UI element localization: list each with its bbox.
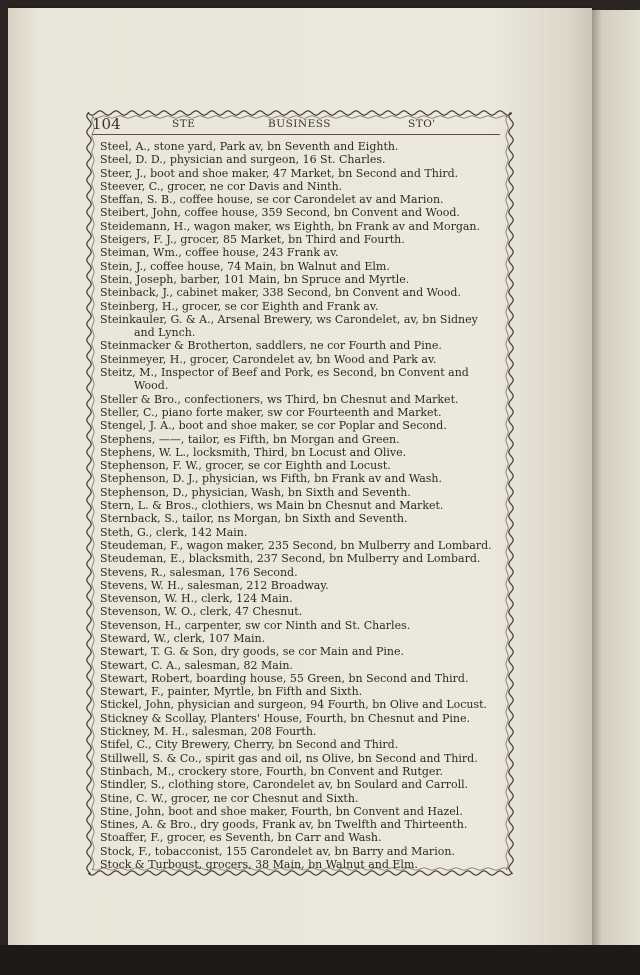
directory-entry: Stickney, M. H., salesman, 208 Fourth. (100, 725, 317, 739)
directory-entry: Stephenson, D. J., physician, ws Fifth, bn Frank av and Wash. (100, 472, 442, 486)
running-header (92, 115, 502, 135)
directory-entry: Stewart, C. A., salesman, 82 Main. (100, 658, 293, 672)
directory-entry: Steinback, J., cabinet maker, 338 Second, bn Convent and Wood. (100, 286, 461, 300)
directory-entry: Stein, Joseph, barber, 101 Main, bn Spruce and Myrtle. (100, 272, 410, 286)
directory-entry: Steever, C., grocer, ne cor Davis and Ninth. (100, 179, 343, 193)
directory-entry: Stewart, T. G. & Son, dry goods, se cor Main and Pine. (100, 645, 405, 659)
directory-entry: Stevens, W. H., salesman, 212 Broadway. (100, 578, 329, 592)
directory-entry: Steel, A., stone yard, Park av, bn Seventh and Eighth. (100, 140, 399, 153)
directory-entry: Steth, G., clerk, 142 Main. (100, 525, 248, 539)
directory-entry: Stinbach, M., crockery store, Fourth, bn Convent and Rutger. (100, 764, 443, 778)
directory-entry: Stillwell, S. & Co., spirit gas and oil, ns Olive, bn Second and Third. (100, 751, 478, 765)
directory-entry: Steward, W., clerk, 107 Main. (100, 631, 266, 645)
directory-entry: Steffan, S. B., coffee house, se cor Carondelet av and Marion. (100, 193, 444, 207)
guide-word-right: STO' (408, 118, 436, 130)
directory-entry: Stephens, W. L., locksmith, Third, bn Locust and Olive. (100, 445, 407, 459)
directory-entry: Sternback, S., tailor, ns Morgan, bn Sixth and Seventh. (100, 512, 408, 526)
directory-entry: Stewart, Robert, boarding house, 55 Green, bn Second and Third. (100, 671, 469, 685)
page-number: 104 (92, 115, 121, 133)
directory-entry: Stine, C. W., grocer, ne cor Chesnut and Sixth. (100, 791, 359, 805)
section-title: BUSINESS (268, 118, 331, 130)
directory-entry: Steinmacker & Brotherton, saddlers, ne cor Fourth and Pine. (100, 339, 442, 353)
directory-entry: Stewart, F., painter, Myrtle, bn Fifth and Sixth. (100, 685, 363, 699)
directory-entry: Steinberg, H., grocer, se cor Eighth and Frank av. (100, 299, 379, 313)
directory-entry: Steiman, Wm., coffee house, 243 Frank av. (100, 246, 339, 260)
directory-entry: Steinmeyer, H., grocer, Carondelet av, bn Wood and Park av. (100, 352, 437, 366)
header-rule (92, 134, 500, 135)
directory-entry: Steel, D. D., physician and surgeon, 16 St. Charles. (100, 153, 386, 167)
directory-entry: Stine, John, boot and shoe maker, Fourth, bn Convent and Hazel. (100, 804, 463, 818)
directory-entry: Steigers, F. J., grocer, 85 Market, bn Third and Fourth. (100, 233, 405, 247)
book-bottom-shadow (0, 945, 640, 975)
directory-entry: Stein, J., coffee house, 74 Main, bn Walnut and Elm. (100, 259, 390, 273)
directory-entry: Steibert, John, coffee house, 359 Second, bn Convent and Wood. (100, 206, 460, 220)
directory-entry: Steidemann, H., wagon maker, ws Eighth, bn Frank av and Morgan. (100, 219, 481, 233)
directory-entry: Stephenson, F. W., grocer, se cor Eighth and Locust. (100, 459, 391, 473)
facing-page-edge (592, 10, 640, 945)
directory-entry: Steer, J., boot and shoe maker, 47 Market, bn Second and Third. (100, 166, 459, 180)
directory-entry: Stevenson, W. H., clerk, 124 Main. (100, 592, 293, 606)
directory-entry: Stephenson, D., physician, Wash, bn Sixth and Seventh. (100, 485, 411, 499)
directory-entry: Stengel, J. A., boot and shoe maker, se cor Poplar and Second. (100, 419, 447, 433)
directory-entry: Stock & Turboust, grocers, 38 Main, bn Walnut and Elm. (100, 858, 418, 872)
directory-entry: Stickney & Scollay, Planters' House, Fourth, bn Chesnut and Pine. (100, 711, 470, 725)
directory-entry: Wood. (134, 379, 169, 393)
directory-entry: Steudeman, F., wagon maker, 235 Second, bn Mulberry and Lombard. (100, 538, 492, 552)
directory-entry: Steudeman, E., blacksmith, 237 Second, bn Mulberry and Lombard. (100, 552, 481, 566)
directory-entry: Steller & Bro., confectioners, ws Third, bn Chesnut and Market. (100, 392, 459, 406)
directory-entry: Stickel, John, physician and surgeon, 94 Fourth, bn Olive and Locust. (100, 698, 488, 712)
directory-entry: Steitz, M., Inspector of Beef and Pork, es Second, bn Convent and (100, 366, 469, 380)
directory-entry: Stoaffer, F., grocer, es Seventh, bn Carr and Wash. (100, 831, 382, 845)
directory-entry: Steller, C., piano forte maker, sw cor Fourteenth and Market. (100, 405, 442, 419)
directory-entry: Stifel, C., City Brewery, Cherry, bn Second and Third. (100, 738, 399, 752)
directory-entry: Stephens, ——, tailor, es Fifth, bn Morgan and Green. (100, 432, 400, 446)
directory-entry: Stern, L. & Bros., clothiers, ws Main bn Chesnut and Market. (100, 499, 444, 513)
directory-entry: Stevenson, W. O., clerk, 47 Chesnut. (100, 605, 303, 619)
directory-entry: and Lynch. (134, 326, 196, 340)
directory-listing (100, 140, 510, 871)
directory-entry: Stevens, R., salesman, 176 Second. (100, 565, 298, 579)
directory-entry: Stines, A. & Bro., dry goods, Frank av, bn Twelfth and Thirteenth. (100, 818, 468, 832)
guide-word-left: STE (172, 118, 196, 130)
directory-entry: Stindler, S., clothing store, Carondelet av, bn Soulard and Carroll. (100, 778, 469, 792)
directory-entry: Stock, F., tobacconist, 155 Carondelet av, bn Barry and Marion. (100, 844, 455, 858)
directory-entry: Steinkauler, G. & A., Arsenal Brewery, ws Carondelet, av, bn Sidney (100, 312, 478, 326)
directory-entry: Stevenson, H., carpenter, sw cor Ninth and St. Charles. (100, 618, 411, 632)
